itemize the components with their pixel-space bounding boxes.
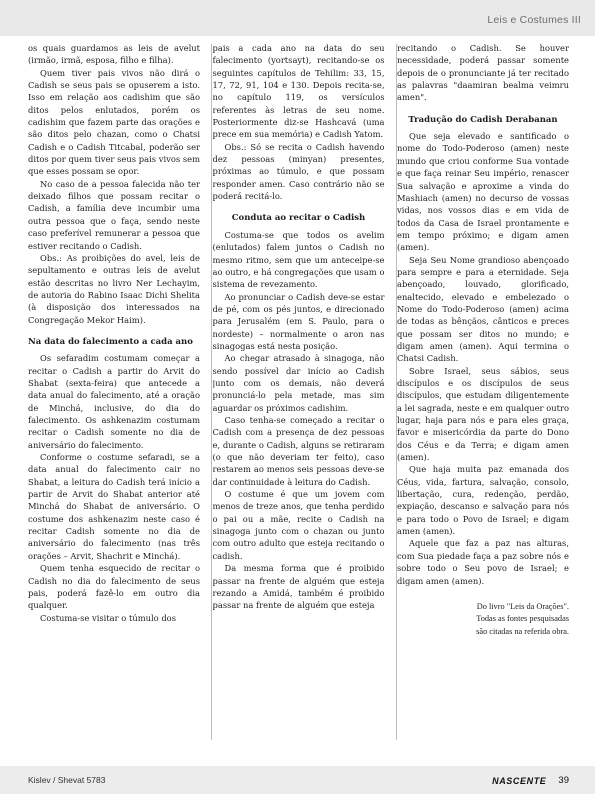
column-2 [213,42,385,742]
section-heading: Conduta ao recitar o Cadish [231,213,366,224]
paragraph: Da mesma forma que é proibido passar na frente de alguém que esteja rezando a Amidá, também é proibido passar na frente de alguém que esteja [212,563,385,611]
paragraph: Ao pronunciar o Cadish deve-se estar de pé, com os pés juntos, e direcionado para Jerusalém (em S. Paulo, para o nordeste) – normalmente o aron nas sinagogas está nesta posição. [212,291,385,351]
paragraph: Que seja elevado e santificado o nome do Todo-Poderoso (amen) neste mundo que criou conforme Sua vontade e que faça reinar Seu império, renascer Sua salvação e aproxime a vinda do Mashiach (amen) no decurso de vossas vidas, nos vossos dias e em vida de todos da Casa de Israel prontamente e em tempo próximo; e digam amen (amen). [397,131,569,253]
paragraph: os quais guardamos as leis de avelut (irmão, irmã, esposa, filho e filha). [28,43,200,66]
paragraph: Ao chegar atrasado à sinagoga, não sendo possível dar início ao Cadish junto com os demais, não deverá pronunciá-lo pela metade, mas sim aguardar os próximos cadishim. [212,353,385,413]
page-number: 39 [558,775,569,786]
header-bar [0,0,595,36]
paragraph: Que haja muita paz emanada dos Céus, vida, fartura, salvação, consolo, libertação, cura, redenção, perdão, expiação, descanso e salvação para nós e para todo o Povo de Israel; e digam amen (amen). [397,464,569,537]
source-line: são citadas na referida obra. [476,626,569,636]
footer-right [492,775,569,786]
footer-bar [0,766,595,794]
paragraph: Quem tenha esquecido de recitar o Cadish no dia do falecimento de seus pais, poderá fazê-lo em outro dia qualquer. [28,563,200,611]
paragraph: Aquele que faz a paz nas alturas, com Sua piedade faça a paz sobre nós e sobre todo o Seu povo de Israel; e digam amen (amen). [397,538,569,586]
source-line: Todas as fontes pesquisadas [476,614,569,624]
paragraph: pais a cada ano na data do seu falecimento (yortsayt), recitando-se os seguintes capítulos de Tehilim: 33, 15, 17, 72, 91, 104 e 130. Depois recita-se, no capítulo 119, os versículos referentes às letras de seu nome. Posteriormente diz-se Hashcavá (uma prece em sua memória) e Cadish Yatom. [212,43,385,140]
paragraph: Seja Seu Nome grandioso abençoado para sempre e para a eternidade. Seja abençoado, louvado, glorificado, enaltecido, elevado e embelezado o Nome do Todo-Poderoso (amen) acima de todas as bênçãos, cânticos e preces que possam ser ditos no mundo; e digam amen (amen). Aqui termina o Chatsi Cadish. [397,254,569,364]
paragraph: Costuma-se visitar o túmulo dos [40,612,176,623]
section-heading: Na data do falecimento a cada ano [28,336,193,347]
issue-date: Kislev / Shevat 5783 [28,775,106,785]
source-line: Do livro "Leis da Orações". [476,601,569,611]
section-title: Leis e Costumes III [487,14,581,26]
column-1 [28,42,200,742]
column-3 [397,42,569,742]
paragraph: Costuma-se que todos os avelim (enlutados) falem juntos o Cadish no mesmo ritmo, sem que um anteceipe-se ao outro, e há congregações que usam o sistema de revezamento. [212,229,385,290]
paragraph: Sobre Israel, seus sábios, seus discípulos e os discípulos de seus discípulos, que estudam diligentemente a lei sagrada, neste e em qualquer outro lugar, haja para nós e para eles graça, favor e misericórdia da parte do Dono dos Céus e da Terra; e digam amen (amen). [397,365,569,463]
paragraph: recitando o Cadish. Se houver necessidade, poderá passar somente depois de o pronunciante já ter recitado as palavras "daamiran bealma veimru amen". [397,43,569,103]
article-body [28,42,569,742]
paragraph: No caso de a pessoa falecida não ter deixado filhos que possam recitar o Cadish, a família deve incumbir uma outra pessoa que o faça, sendo neste caso preferível remunerar a pessoa que estiver recitando o Cadish. [28,178,200,251]
source-note [397,601,569,639]
paragraph: Conforme o costume sefaradi, se a data anual do falecimento cair no Shabat, a leitura do Cadish terá início a partir de Arvit do Shabat anterior até Minchá do Shabat de aniversário. O costume dos ashkenazim neste caso é recitar Cadish somente no dia de aniversário do falecimento (nas três orações – Arvit, Shachrit e Minchá). [28,452,200,561]
paragraph: Obs.: Só se recita o Cadish havendo dez pessoas (minyan) presentes, próximas ao túmulo, e que possam responder amen. Caso contrário não se poderá recitá-lo. [212,141,385,202]
paragraph: Quem tiver pais vivos não dirá o Cadish se seus pais se opuserem a isto. Isso em relação aos cadishim que são ditos pelos enlutados, porém os cadishim que fazem parte das orações e são ditos pelo chazan, como o Chatsi Cadish e o Cadish Titcabal, poderão ser ditos por quem tiver seus pais vivos sem que esses possam se opor. [28,67,200,177]
paragraph: Obs.: As proibições do avel, leis de sepultamento e outras leis de avelut estão descritas no livro Ner Lechayim, de autoria do Rabino Isaac Dichi Shelita (à disposição dos interessados na Congregação Mekor Haim). [28,252,200,325]
paragraph: O costume é que um jovem com menos de treze anos, que tenha perdido o pai ou a mãe, recite o Cadish na sinagoga junto com o chazan ou junto com outro adulto que esteja recitando o cadish. [212,489,385,561]
paragraph: Os sefaradim costumam começar a recitar o Cadish a partir do Arvit do Shabat (sexta-feira) que antecede a data anual do falecimento, até a oração de Minchá, inclusive, do dia do falecimento. Os ashkenazim costumam recitar o Cadish somente no dia de aniversário do falecimento. [28,353,200,450]
section-heading: Tradução do Cadish Derabanan [408,114,558,125]
magazine-logo: NASCENTE [492,775,547,786]
paragraph: Caso tenha-se começado a recitar o Cadish com a presença de dez pessoas e, durante o Cadish, alguns se retiraram (o que não deveriam ter feito), caso restarem ao menos seis pessoas deve-se dar continuidade à leitura do Cadish. [212,415,385,487]
